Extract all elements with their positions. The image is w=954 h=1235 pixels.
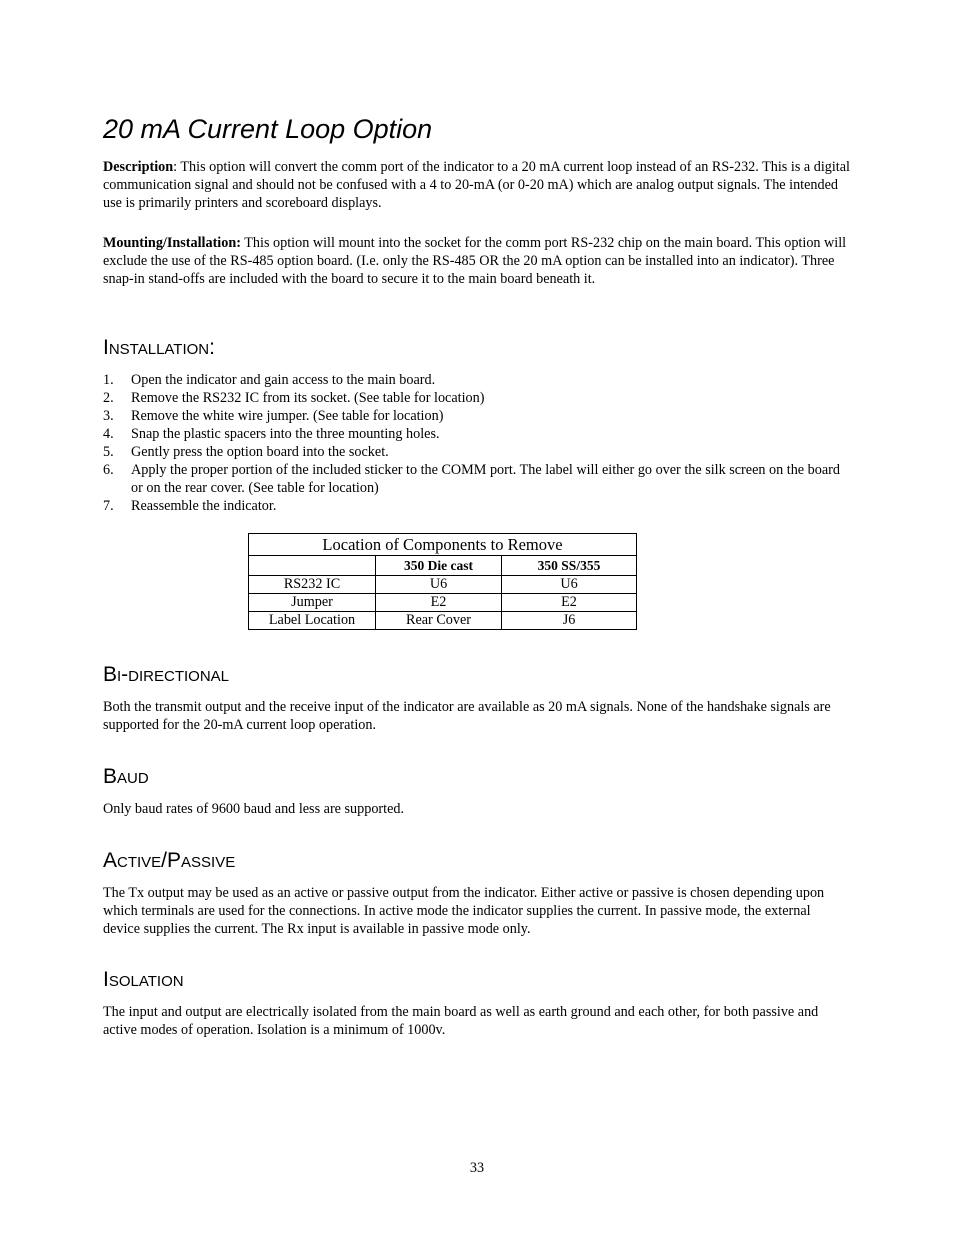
- baud-heading: Baud: [103, 765, 149, 788]
- list-item: [103, 497, 851, 515]
- list-item: [103, 389, 851, 407]
- step-number: 4.: [103, 426, 114, 442]
- step-text: Apply the proper portion of the included sticker to the COMM port. The label will either go over the silk screen on the board or on the rear cover. (See table for location): [131, 462, 840, 496]
- table-cell: E2: [376, 594, 502, 612]
- mounting-text: This option will mount into the socket for the comm port RS-232 chip on the main board. This option will exclude the use of the RS-485 option board. (I.e. only the RS-485 OR the 20 mA option can be installed into an indicator). Three snap-in stand-offs are included with the board to secure it to the main board beneath it.: [103, 235, 847, 287]
- table-row: [249, 576, 637, 594]
- mounting-label: Mounting/Installation:: [103, 235, 241, 251]
- table-cell: Jumper: [249, 594, 376, 612]
- list-item: [103, 443, 851, 461]
- isolation-heading: Isolation: [103, 968, 184, 991]
- column-header: [249, 556, 376, 576]
- table-cell: RS232 IC: [249, 576, 376, 594]
- step-number: 5.: [103, 444, 114, 460]
- mounting-paragraph: [103, 234, 851, 288]
- column-header: 350 Die cast: [376, 556, 502, 576]
- table-cell: Label Location: [249, 612, 376, 630]
- table-row: [249, 612, 637, 630]
- step-text: Remove the RS232 IC from its socket. (See table for location): [131, 390, 485, 406]
- bidirectional-heading: Bi-directional: [103, 663, 230, 686]
- table-cell: J6: [502, 612, 637, 630]
- table-cell: U6: [502, 576, 637, 594]
- page-number: 33: [469, 1160, 485, 1176]
- description-label: Description: [103, 159, 174, 175]
- step-text: Remove the white wire jumper. (See table for location): [131, 408, 444, 424]
- description-text: : This option will convert the comm port of the indicator to a 20 mA current loop instead of an RS-232. This is a digital communication signal and should not be confused with a 4 to 20-mA (or 0-20 mA) which are analog output signals. The intended use is primarily printers and scoreboard displays.: [103, 159, 850, 211]
- page-title: 20 mA Current Loop Option: [103, 114, 433, 144]
- components-table: [248, 533, 637, 630]
- active-passive-text: The Tx output may be used as an active or passive output from the indicator. Either active or passive is chosen depending upon which terminals are used for the connections. In active mode the indicator supplies the current. In passive mode, the external device supplies the current. The Rx input is available in passive mode only.: [103, 885, 825, 937]
- step-number: 7.: [103, 498, 114, 514]
- step-number: 1.: [103, 372, 114, 388]
- step-text: Reassemble the indicator.: [131, 498, 277, 514]
- table-caption: Location of Components to Remove: [249, 534, 637, 556]
- table-caption-row: [249, 534, 637, 556]
- list-item: [103, 425, 851, 443]
- step-text: Gently press the option board into the socket.: [131, 444, 389, 460]
- installation-steps: [103, 371, 851, 515]
- step-number: 6.: [103, 462, 114, 478]
- installation-heading: Installation:: [103, 336, 215, 359]
- table-cell: U6: [376, 576, 502, 594]
- bidirectional-text: Both the transmit output and the receive input of the indicator are available as 20 mA signals. None of the handshake signals are supported for the 20-mA current loop operation.: [103, 699, 831, 733]
- table-row: [249, 594, 637, 612]
- step-number: 2.: [103, 390, 114, 406]
- step-text: Open the indicator and gain access to the main board.: [131, 372, 436, 388]
- table-cell: Rear Cover: [376, 612, 502, 630]
- baud-text: Only baud rates of 9600 baud and less are supported.: [103, 801, 405, 817]
- list-item: [103, 407, 851, 425]
- description-paragraph: [103, 158, 851, 212]
- table-header-row: [249, 556, 637, 576]
- list-item: [103, 371, 851, 389]
- column-header: 350 SS/355: [502, 556, 637, 576]
- step-text: Snap the plastic spacers into the three mounting holes.: [131, 426, 440, 442]
- step-number: 3.: [103, 408, 114, 424]
- isolation-text: The input and output are electrically isolated from the main board as well as earth ground and each other, for both passive and active modes of operation. Isolation is a minimum of 1000v.: [103, 1004, 819, 1038]
- table-cell: E2: [502, 594, 637, 612]
- list-item: [103, 461, 851, 497]
- active-passive-heading: Active/Passive: [103, 849, 236, 872]
